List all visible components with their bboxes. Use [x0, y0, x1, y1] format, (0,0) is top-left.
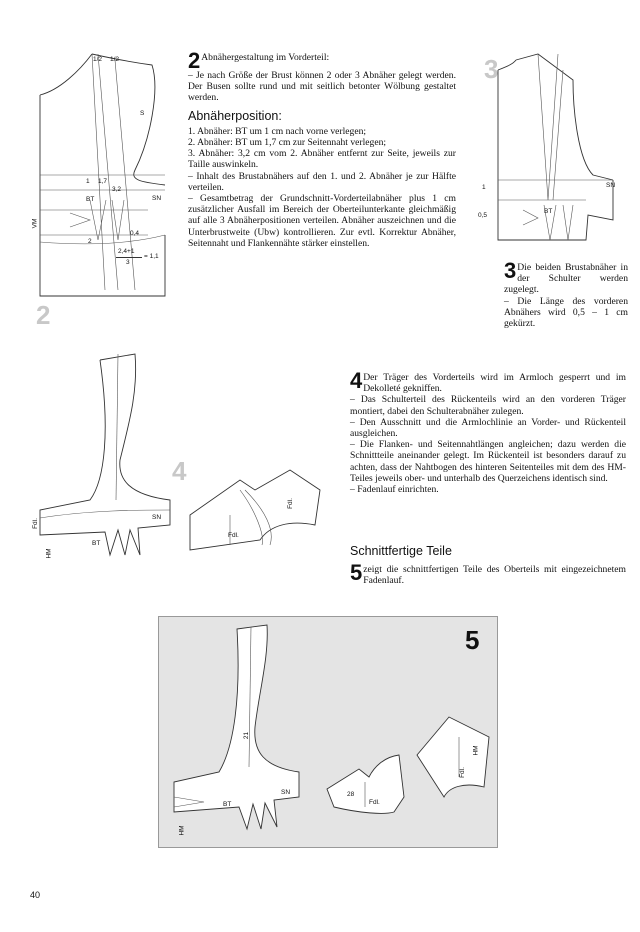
figure-2-drawing	[30, 50, 180, 300]
fig3-half: 0,5	[478, 212, 488, 219]
section-5-number: 5	[350, 560, 363, 585]
section-4-line-4: – Die Flanken- und Seitennahtlängen angleichen; dazu werden die Schnittteile aneinander gelegt. Im Rückenteil ist besonders darauf zu achten, dass der Nahtbogen des hinteren Seitenteiles mit dem des HM-Teiles jeweils ober- und unterhalb des Querzeichens identisch sind.	[350, 439, 626, 484]
fig2-m1: 1	[86, 178, 90, 185]
section-5-text	[350, 560, 626, 587]
section-4-line-1: Der Träger des Vorderteils wird im Armloch gesperrt und im Dekolleté gekniffen.	[363, 372, 626, 395]
fig5-hm: HM	[178, 825, 186, 836]
section-3-number: 3	[504, 258, 517, 283]
section-2-title-line	[188, 48, 456, 73]
section-4-line-2: – Das Schulterteil des Rückenteils wird an den vorderen Träger montiert, dabei den Schulterabnäher zulegen.	[350, 394, 626, 417]
figure-3-drawing	[478, 50, 628, 250]
fig2-vm: VM	[31, 218, 39, 229]
fig3-sn: SN	[606, 182, 616, 189]
figure-2-label: 2	[36, 300, 51, 330]
section-4-line-3: – Den Ausschnitt und die Armlochlinie an Vorder- und Rückenteil ausgleichen.	[350, 416, 626, 440]
fig3-bt: BT	[544, 208, 553, 215]
fig4-fdl: Fdl.	[31, 518, 39, 529]
section-3-line-2: – Die Länge des vorderen Abnähers wird 0,5 – 1 cm gekürzt.	[504, 295, 628, 330]
section-2-item-2: 2. Abnäher: BT um 1,7 cm zur Seitennaht verlegen;	[188, 137, 387, 149]
fig2-half2: 1/2	[110, 56, 120, 63]
section-4-number: 4	[350, 368, 363, 393]
section-2-item-5: – Gesamtbetrag der Grundschnitt-Vorderteilabnäher plus 1 cm zusätzlicher Ausfall im Bereich der Oberteilunterkante gleichmäßig auf alle 3 Abnäherpositionen verteilen. Abnäher auszeichnen und die Unterbrustweite (Ubw) kontrollieren. Zur evtl. Korrektur Abnäher, Seitennaht und Flankennähte stärker einstellen.	[188, 193, 456, 249]
fig5-bt: BT	[223, 801, 232, 808]
figure-3	[478, 50, 628, 250]
fig2-half1: 1/2	[93, 56, 103, 63]
figure-5-drawing	[159, 617, 497, 847]
fig3-one: 1	[482, 184, 486, 191]
fig2-formula-den: 3	[126, 259, 130, 266]
fig2-m32: 3,2	[112, 186, 122, 193]
fig2-formula-line	[116, 257, 142, 258]
figure-5-label: 5	[465, 625, 480, 655]
page-number: 40	[30, 890, 41, 900]
fig2-m04: 0,4	[130, 230, 140, 237]
fig5-28: 28	[347, 791, 355, 798]
abnaeherposition-heading: Abnäherposition:	[188, 108, 282, 123]
fig5-21: 21	[243, 731, 251, 740]
figure-4-label: 4	[172, 456, 187, 486]
section-2-item-3: 3. Abnäher: 3,2 cm vom 2. Abnäher entfernt zur Seite, jeweils zur Taille auswinkeln.	[188, 148, 456, 171]
fig2-s: S	[140, 110, 145, 117]
fig4-hm: HM	[45, 548, 53, 559]
fig2-formula-res: = 1,1	[144, 253, 159, 260]
section-2-text	[188, 48, 456, 249]
section-2-number: 2	[188, 48, 201, 73]
fig4-fdl2: Fdl.	[228, 532, 239, 539]
figure-2	[30, 50, 180, 300]
fig4-sn: SN	[152, 514, 162, 521]
fig2-m2: 2	[88, 238, 92, 245]
section-4-text	[350, 368, 626, 496]
fig5-sn: SN	[281, 789, 291, 796]
section-5-description: zeigt die schnittfertigen Teile des Oberteils mit eingezeichnetem Fadenlauf.	[363, 564, 626, 587]
section-2-intro: – Je nach Größe der Brust können 2 oder 3 Abnäher gelegt werden. Der Busen sollte rund und mit seitlich betonter Wölbung gestaltet werden.	[188, 70, 456, 104]
fig5-fdl: Fdl.	[369, 799, 380, 806]
schnittfertige-teile-heading: Schnittfertige Teile	[350, 544, 452, 558]
section-2-item-1: 1. Abnäher: BT um 1 cm nach vorne verlegen;	[188, 125, 367, 137]
figure-3-label: 3	[484, 54, 499, 84]
section-3-line-1: Die beiden Brustabnäher in der Schulter werden zugelegt.	[504, 262, 628, 296]
section-2-item-4: – Inhalt des Brustabnähers auf den 1. und 2. Abnäher je zur Hälfte verteilen.	[188, 170, 456, 193]
fig2-sn: SN	[152, 195, 162, 202]
fig5-hm2: HM	[472, 745, 480, 756]
fig2-formula-num: 2,4+1	[118, 248, 135, 255]
fig2-m17: 1,7	[98, 178, 108, 185]
fig4-bt: BT	[92, 540, 101, 547]
section-2-title: Abnähergestaltung im Vorderteil:	[201, 52, 330, 63]
fig2-bt: BT	[86, 196, 95, 203]
fig5-fdl2: Fdl.	[458, 767, 466, 778]
section-3-text	[504, 258, 628, 330]
section-4-line-5: – Fadenlauf einrichten.	[350, 484, 439, 496]
fig4-fdl3: Fdl.	[286, 498, 294, 509]
figure-5-box	[158, 616, 498, 848]
